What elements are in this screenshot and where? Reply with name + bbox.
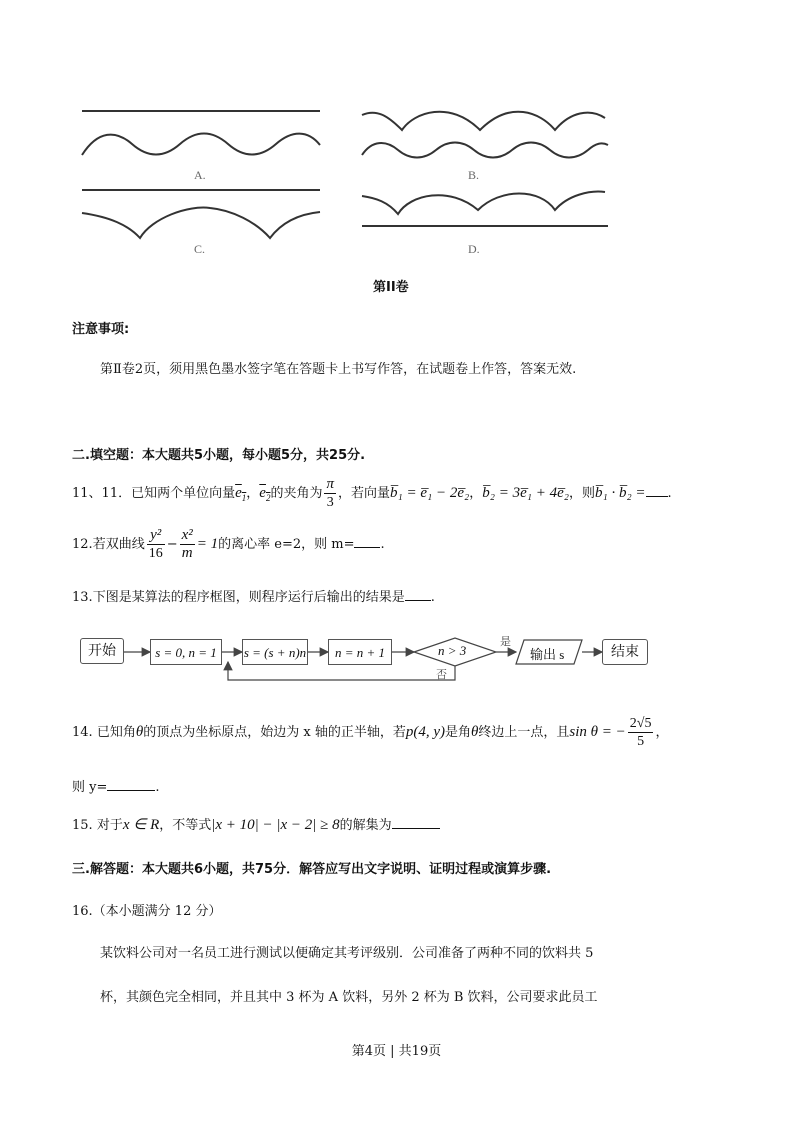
option-d-label: D.	[468, 242, 480, 256]
q14-text-1: 已知角	[96, 725, 136, 740]
option-b-label: B.	[468, 168, 480, 182]
q14-text-2: 的顶点为坐标原点，始边为 x 轴的正半轴，若	[143, 725, 406, 740]
q16-header: 16.（本小题满分 12 分）	[72, 904, 222, 919]
q16-paragraph-1: 某饮料公司对一名员工进行测试以便确定其考评级别．公司准备了两种不同的饮料共 5	[100, 946, 594, 961]
q12-number: 12.	[72, 537, 93, 552]
q15-condition: x ∈ R	[122, 817, 160, 833]
option-a-label: A.	[194, 168, 206, 182]
q14-theta: θ	[135, 724, 144, 740]
q11-comma: ，	[246, 486, 260, 501]
q12-equals: = 1	[196, 536, 219, 552]
flowchart-init: s = 0, n = 1	[150, 639, 222, 665]
q16-paragraph-2: 杯，其颜色完全相同，并且其中 3 杯为 A 饮料，另外 2 杯为 B 饮料，公司要求此员工	[100, 990, 598, 1005]
question-14	[72, 712, 668, 753]
q15-text-2: ，不等式	[159, 818, 212, 833]
flowchart-yes-label: 是	[500, 635, 511, 648]
q11-e2: $e_2$	[259, 485, 271, 503]
flowchart-output: 输出 s	[530, 647, 565, 662]
q14-fraction: $\frac{2√5}{5}$	[629, 716, 652, 749]
q14-theta-2: θ	[471, 724, 479, 740]
q11-e1: $e_1$	[235, 485, 247, 503]
question-15	[72, 814, 440, 834]
q14-number: 14.	[72, 725, 93, 740]
section2-heading: 二.填空题：本大题共5小题，每小题5分，共25分.	[72, 448, 366, 463]
q11-dot-expr: b̅₁ · b̅₂ =	[594, 485, 646, 501]
q14-text-3: 是角	[444, 725, 471, 740]
flowchart-update-s: s = (s + n)n	[242, 639, 308, 665]
q11-angle-fraction: $\frac{\pi}{3}$	[326, 476, 334, 510]
q14-answer-blank[interactable]	[107, 778, 155, 791]
flowchart-no-label: 否	[436, 668, 447, 681]
q11-b2-expr: b̅₂ = 3e̅₁ + 4e̅₂	[482, 485, 569, 501]
q15-number: 15.	[72, 818, 93, 833]
option-c-label: C.	[194, 242, 206, 256]
q15-text-1: 对于	[96, 818, 123, 833]
q11-text-2: 的夹角为	[270, 486, 323, 501]
flowchart-update-n: n = n + 1	[328, 639, 392, 665]
flowchart-condition: n > 3	[438, 643, 467, 658]
q15-answer-blank[interactable]	[392, 816, 440, 829]
volume-title: 第II卷	[373, 280, 409, 295]
q13-end: .	[430, 590, 435, 605]
q15-text-3: 的解集为	[339, 818, 392, 833]
q12-text-1: 若双曲线	[92, 537, 145, 552]
question-14-line-2	[72, 776, 160, 795]
q14-sin: sin θ = −	[569, 724, 626, 740]
q15-inequality: |x + 10| − |x − 2| ≥ 8	[211, 817, 340, 833]
q12-minus: −	[166, 537, 178, 552]
q11-end: .	[667, 486, 672, 501]
q12-fraction-x: $\frac{\text{x²}}{m}$	[181, 527, 193, 561]
flowchart-end: 结束	[602, 639, 648, 665]
notice-heading: 注意事项:	[72, 322, 130, 337]
q13-number: 13.	[72, 590, 93, 605]
flowchart-start: 开始	[80, 638, 124, 664]
q14-text-4: 终边上一点，且	[478, 725, 570, 740]
notice-text: 第Ⅱ卷2页，须用黑色墨水签字笔在答题卡上书写作答，在试题卷上作答，答案无效.	[100, 362, 577, 377]
q11-comma-2: ，	[469, 486, 483, 501]
q12-fraction-y: $\frac{\text{y²}}{16}$	[148, 527, 163, 561]
q14-line2-text: 则 y=	[72, 780, 108, 795]
q11-number: 11、11．	[72, 486, 132, 501]
q11-text-4: ，则	[568, 486, 595, 501]
q13-text: 下图是某算法的程序框图，则程序运行后输出的结果是	[92, 590, 405, 605]
q11-text-3: ，若向量	[338, 486, 391, 501]
q11-b1-expr: b̅₁ = e̅₁ − 2e̅₂	[390, 485, 470, 501]
page-footer: 第4页 | 共19页	[351, 1044, 442, 1059]
q14-point: p(4, y)	[405, 724, 445, 740]
q12-end: .	[380, 537, 385, 552]
q12-text-2: 的离心率 e=2，则 m=	[218, 537, 355, 552]
q14-end: .	[155, 780, 160, 795]
q14-comma: ，	[655, 725, 669, 740]
section3-heading: 三.解答题：本大题共6小题，共75分．解答应写出文字说明、证明过程或演算步骤.	[72, 862, 552, 877]
q11-text-1: 已知两个单位向量	[131, 486, 236, 501]
